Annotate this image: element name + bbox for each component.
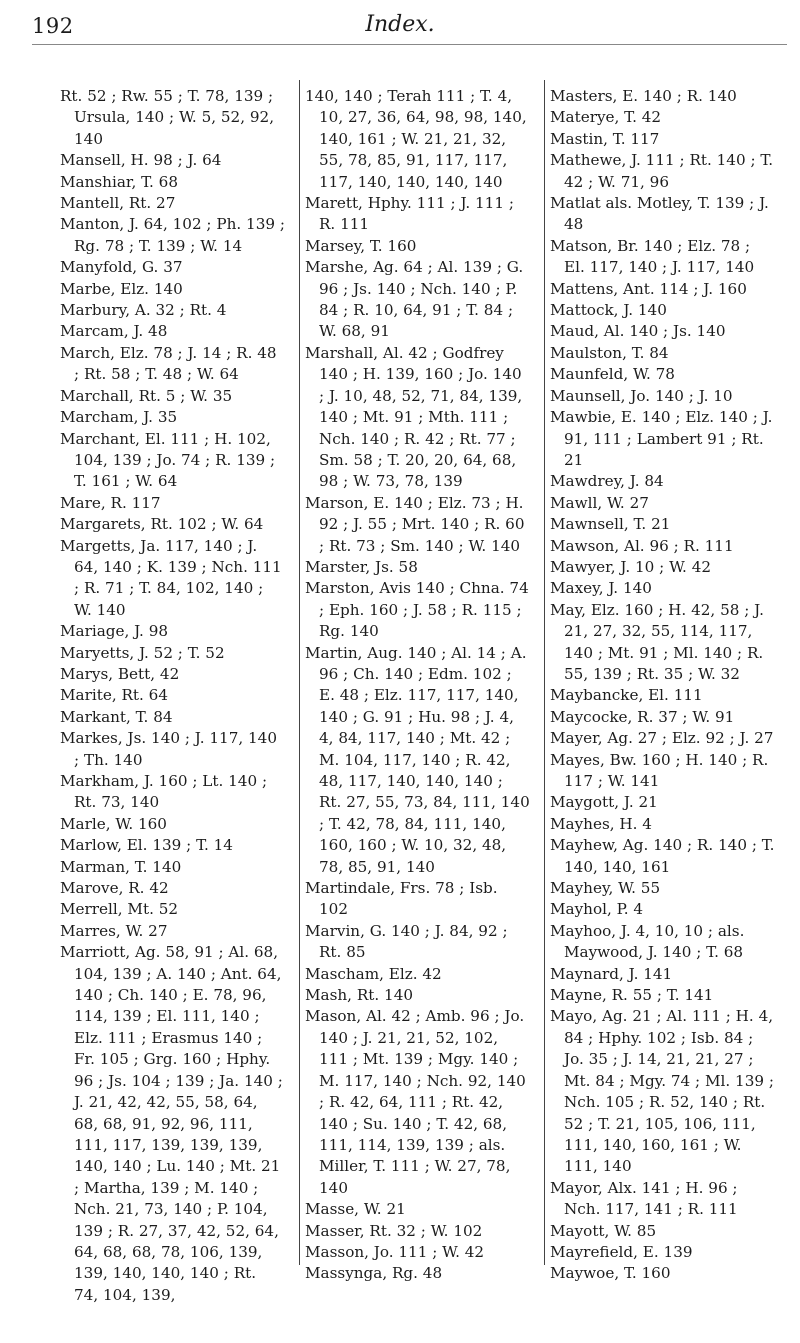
index-entry: Mayne, R. 55 ; T. 141 bbox=[550, 986, 714, 1005]
index-entry: Martindale, Frs. 78 ; Isb. 102 bbox=[305, 879, 498, 919]
index-entry: Mayer, Ag. 27 ; Elz. 92 ; J. 27 bbox=[550, 729, 774, 748]
index-entry: Maywoe, T. 160 bbox=[550, 1264, 671, 1283]
index-column-3 bbox=[550, 86, 775, 1285]
running-head: Index. bbox=[365, 12, 435, 37]
index-entry: May, Elz. 160 ; H. 42, 58 ; J. 21, 27, 32, 55, 114, 117, 140 ; Mt. 91 ; Ml. 140 ; R. 55, 139 ; Rt. 35 ; W. 32 bbox=[550, 600, 764, 683]
index-entry: Marson, E. 140 ; Elz. 73 ; H. 92 ; J. 55 ; Mrt. 140 ; R. 60 ; Rt. 73 ; Sm. 140 ; W. 140 bbox=[305, 493, 525, 555]
index-entry: Matlat als. Motley, T. 139 ; J. 48 bbox=[550, 194, 769, 234]
header-rule bbox=[32, 44, 787, 45]
index-entry: Marshe, Ag. 64 ; Al. 139 ; G. 96 ; Js. 140 ; Nch. 140 ; P. 84 ; R. 10, 64, 91 ; T. 84 ; W. 68, 91 bbox=[305, 258, 524, 341]
index-entry: Mathewe, J. 111 ; Rt. 140 ; T. 42 ; W. 71, 96 bbox=[550, 151, 774, 191]
index-entry: Marriott, Ag. 58, 91 ; Al. 68, 104, 139 ; A. 140 ; Ant. 64, 140 ; Ch. 140 ; E. 78, 96, 114, 139 ; El. 111, 140 ; Elz. 111 ; Erasmus 140 ; Fr. 105 ; Grg. 160 ; Hphy. 96 ; Js. 104 ; 139 ; Ja. 140 ; J. 21, 42, 42, 55, 58, 64, 68, 68, 91, 92, 96, 111, 111, 117, 139, 139, 139, 140, 140 ; Lu. 140 ; Mt. 21 ; Martha, 139 ; M. 140 ; Nch. 21, 73, 140 ; P. 104, 139 ; R. 27, 37, 42, 52, 64, 64, 68, 68, 78, 106, 139, 139, 140, 140, 140 ; Rt. 74, 104, 139, bbox=[60, 943, 283, 1304]
index-column-1 bbox=[60, 86, 285, 1306]
index-entry: Masson, Jo. 111 ; W. 42 bbox=[305, 1242, 485, 1261]
index-entry: Marbe, Elz. 140 bbox=[60, 279, 183, 298]
index-entry: Marchall, Rt. 5 ; W. 35 bbox=[60, 386, 233, 405]
index-entry: Marbury, A. 32 ; Rt. 4 bbox=[60, 301, 227, 320]
index-entry: 140, 140 ; Terah 111 ; T. 4, 10, 27, 36, 64, 98, 98, 140, 140, 161 ; W. 21, 21, 32, 55, 78, 85, 91, 117, 117, 117, 140, 140, 140, 140 bbox=[305, 87, 527, 191]
index-entry: Mayes, Bw. 160 ; H. 140 ; R. 117 ; W. 141 bbox=[550, 750, 769, 790]
index-entry: Maybancke, El. 111 bbox=[550, 686, 703, 705]
index-entry: Mayo, Ag. 21 ; Al. 111 ; H. 4, 84 ; Hphy. 102 ; Isb. 84 ; Jo. 35 ; J. 14, 21, 21, 27 ; Mt. 84 ; Mgy. 74 ; Ml. 139 ; Nch. 105 ; R. 52, 140 ; Rt. 52 ; T. 21, 105, 106, 111, 111, 140, 160, 161 ; W. 111, 140 bbox=[550, 1007, 774, 1176]
index-entry: Mayhew, Ag. 140 ; R. 140 ; T. 140, 140, 161 bbox=[550, 836, 775, 876]
index-entry: Marsey, T. 160 bbox=[305, 236, 417, 255]
index-entry: Manshiar, T. 68 bbox=[60, 172, 178, 191]
index-entry: Markes, Js. 140 ; J. 117, 140 ; Th. 140 bbox=[60, 729, 277, 769]
index-entry: Mare, R. 117 bbox=[60, 493, 161, 512]
index-entry: Marman, T. 140 bbox=[60, 857, 182, 876]
index-entry: Merrell, Mt. 52 bbox=[60, 900, 179, 919]
index-entry: Mastin, T. 117 bbox=[550, 129, 660, 148]
index-entry: Massynga, Rg. 48 bbox=[305, 1264, 443, 1283]
index-entry: Marlow, El. 139 ; T. 14 bbox=[60, 836, 233, 855]
index-entry: Masse, W. 21 bbox=[305, 1200, 406, 1219]
index-entry: Markham, J. 160 ; Lt. 140 ; Rt. 73, 140 bbox=[60, 772, 268, 812]
index-entry: Mash, Rt. 140 bbox=[305, 986, 414, 1005]
page-number: 192 bbox=[32, 14, 74, 38]
index-entry: Mason, Al. 42 ; Amb. 96 ; Jo. 140 ; J. 21, 21, 52, 102, 111 ; Mt. 139 ; Mgy. 140 ; M. 117, 140 ; Nch. 92, 140 ; R. 42, 64, 111 ; Rt. 42, 140 ; Su. 140 ; T. 42, 68, 111, 114, 139, 139 ; als. Miller, T. 111 ; W. 27, 78, 140 bbox=[305, 1007, 526, 1197]
index-entry: March, Elz. 78 ; J. 14 ; R. 48 ; Rt. 58 ; T. 48 ; W. 64 bbox=[60, 343, 277, 384]
index-entry: Marvin, G. 140 ; J. 84, 92 ; Rt. 85 bbox=[305, 921, 508, 962]
index-entry: Masters, E. 140 ; R. 140 bbox=[550, 87, 737, 105]
index-entry: Mayor, Alx. 141 ; H. 96 ; Nch. 117, 141 ; R. 111 bbox=[550, 1178, 738, 1219]
index-entry: Manton, J. 64, 102 ; Ph. 139 ; Rg. 78 ; T. 139 ; W. 14 bbox=[60, 215, 285, 255]
index-entry: Marove, R. 42 bbox=[60, 879, 169, 898]
index-entry: Marcham, J. 35 bbox=[60, 408, 178, 427]
index-entry: Maulston, T. 84 bbox=[550, 343, 669, 362]
column-divider bbox=[299, 80, 300, 1265]
index-entry: Mansell, H. 98 ; J. 64 bbox=[60, 151, 222, 170]
index-entry: Matson, Br. 140 ; Elz. 78 ; El. 117, 140 ; J. 117, 140 bbox=[550, 236, 755, 277]
index-entry: Manyfold, G. 37 bbox=[60, 258, 183, 277]
column-divider bbox=[544, 80, 545, 1265]
index-entry: Mayott, W. 85 bbox=[550, 1221, 657, 1240]
index-entry: Mascham, Elz. 42 bbox=[305, 964, 442, 983]
index-entry: Mawll, W. 27 bbox=[550, 493, 649, 512]
index-entry: Maycocke, R. 37 ; W. 91 bbox=[550, 707, 735, 726]
index-entry: Maud, Al. 140 ; Js. 140 bbox=[550, 322, 726, 341]
index-entry: Mawyer, J. 10 ; W. 42 bbox=[550, 557, 712, 576]
index-entry: Marchant, El. 111 ; H. 102, 104, 139 ; Jo. 74 ; R. 139 ; T. 161 ; W. 64 bbox=[60, 429, 276, 491]
index-entry: Maygott, J. 21 bbox=[550, 793, 658, 812]
index-entry: Marster, Js. 58 bbox=[305, 557, 418, 576]
index-entry: Mayhol, P. 4 bbox=[550, 900, 644, 919]
index-entry: Mayhoo, J. 4, 10, 10 ; als. Maywood, J. 140 ; T. 68 bbox=[550, 921, 745, 962]
index-entry: Marett, Hphy. 111 ; J. 111 ; R. 111 bbox=[305, 194, 514, 234]
index-entry: Mawdrey, J. 84 bbox=[550, 472, 664, 491]
index-entry: Marcam, J. 48 bbox=[60, 322, 168, 341]
index-entry: Mawson, Al. 96 ; R. 111 bbox=[550, 536, 734, 555]
index-entry: Mantell, Rt. 27 bbox=[60, 194, 176, 213]
index-entry: Mayhey, W. 55 bbox=[550, 879, 661, 898]
index-entry: Margetts, Ja. 117, 140 ; J. 64, 140 ; K. 139 ; Nch. 111 ; R. 71 ; T. 84, 102, 140 ; W. 140 bbox=[60, 536, 282, 619]
index-entry: Maynard, J. 141 bbox=[550, 964, 673, 983]
index-entry: Mariage, J. 98 bbox=[60, 622, 169, 641]
index-column-2 bbox=[305, 86, 530, 1285]
index-entry: Marys, Bett, 42 bbox=[60, 664, 180, 683]
index-entry: Marle, W. 160 bbox=[60, 814, 167, 833]
index-entry: Rt. 52 ; Rw. 55 ; T. 78, 139 ; Ursula, 140 ; W. 5, 52, 92, 140 bbox=[60, 87, 275, 148]
index-entry: Mayrefield, E. 139 bbox=[550, 1242, 693, 1261]
index-entry: Maunsell, Jo. 140 ; J. 10 bbox=[550, 386, 733, 405]
index-entry: Marite, Rt. 64 bbox=[60, 686, 168, 705]
index-entry: Maxey, J. 140 bbox=[550, 579, 652, 598]
index-entry: Marston, Avis 140 ; Chna. 74 ; Eph. 160 ; J. 58 ; R. 115 ; Rg. 140 bbox=[305, 579, 529, 641]
index-entry: Mawbie, E. 140 ; Elz. 140 ; J. 91, 111 ; Lambert 91 ; Rt. 21 bbox=[550, 408, 773, 469]
index-entry: Maunfeld, W. 78 bbox=[550, 365, 675, 384]
index-entry: Maryetts, J. 52 ; T. 52 bbox=[60, 643, 225, 662]
index-entry: Marshall, Al. 42 ; Godfrey 140 ; H. 139, 160 ; Jo. 140 ; J. 10, 48, 52, 71, 84, 139, 140 ; Mt. 91 ; Mth. 111 ; Nch. 140 ; R. 42 ; Rt. 77 ; Sm. 58 ; T. 20, 20, 64, 68, 98 ; W. 73, 78, 139 bbox=[305, 343, 523, 491]
index-entry: Margarets, Rt. 102 ; W. 64 bbox=[60, 515, 264, 534]
index-entry: Martin, Aug. 140 ; Al. 14 ; A. 96 ; Ch. 140 ; Edm. 102 ; E. 48 ; Elz. 117, 117, 140, 140 ; G. 91 ; Hu. 98 ; J. 4, 4, 84, 117, 140 ; Mt. 42 ; M. 104, 117, 140 ; R. 42, 48, 117, 140, 140, 140 ; Rt. 27, 55, 73, 84, 111, 140 ; T. 42, 78, 84, 111, 140, 160, 160 ; W. 10, 32, 48, 78, 85, 91, 140 bbox=[305, 643, 530, 876]
index-entry: Mattens, Ant. 114 ; J. 160 bbox=[550, 279, 747, 298]
index-entry: Markant, T. 84 bbox=[60, 707, 173, 726]
index-entry: Marres, W. 27 bbox=[60, 921, 168, 940]
index-entry: Mattock, J. 140 bbox=[550, 301, 667, 320]
index-entry: Mayhes, H. 4 bbox=[550, 814, 652, 833]
index-entry: Mawnsell, T. 21 bbox=[550, 515, 671, 534]
index-entry: Masser, Rt. 32 ; W. 102 bbox=[305, 1221, 483, 1240]
index-entry: Materye, T. 42 bbox=[550, 108, 662, 127]
